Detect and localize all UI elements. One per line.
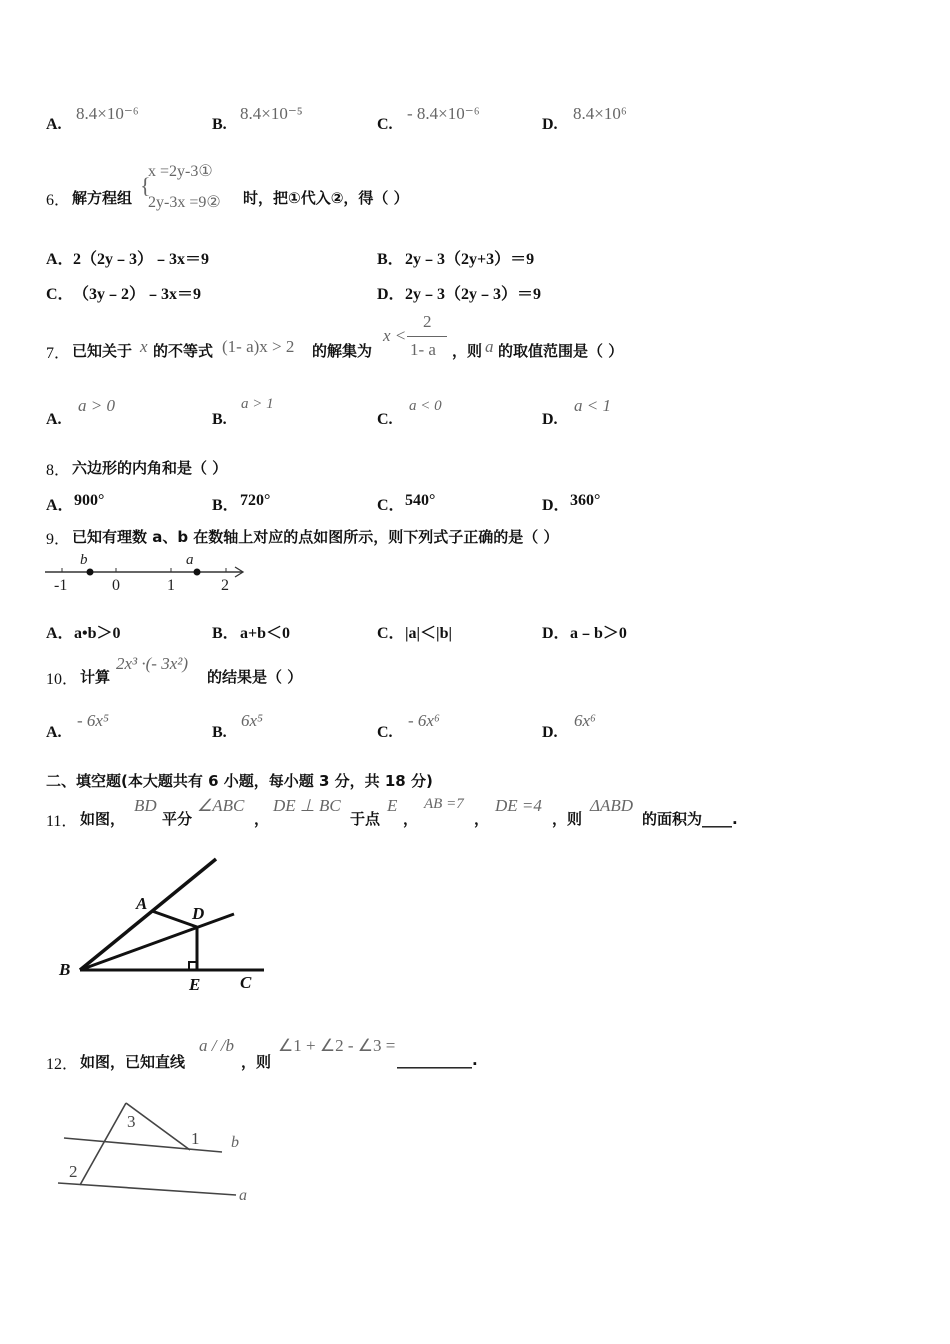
q10-option-a-value: - 6x⁵: [77, 711, 109, 730]
q7-solution-lhs: x <: [383, 326, 407, 345]
q7-text-1: 已知关于: [72, 342, 133, 360]
q9-option-c-label: C．: [377, 625, 405, 642]
point-a-label: a: [186, 552, 194, 568]
q6-option-b-label: B．: [377, 251, 404, 268]
q9-option-d-text: a﹣b＞0: [570, 625, 627, 642]
q10-option-d-label: D.: [542, 724, 558, 741]
q11-text-7: ，则: [552, 810, 583, 828]
q11-figure: [40, 850, 280, 1000]
q12-math-angles: ∠1 + ∠2 - ∠3 =: [278, 1036, 396, 1055]
q8-option-b-text: 720°: [240, 492, 271, 509]
q5-option-d-value: 8.4×10⁶: [573, 104, 627, 123]
q7-option-c-label: C.: [377, 411, 393, 428]
q11-label-a: A: [136, 894, 148, 913]
q11-math-ab: AB =7: [424, 796, 464, 812]
q6-eq2: 2y-3x =9②: [148, 194, 221, 211]
q12-label-1: 1: [191, 1129, 200, 1148]
line-a: [58, 1183, 236, 1195]
q12-math-a-parallel-b: a / /b: [199, 1036, 234, 1055]
q9-option-a-label: A．: [46, 625, 74, 642]
q11-label-d: D: [192, 904, 205, 923]
q6-option-d-label: D．: [377, 286, 405, 303]
q12-label-b: b: [231, 1134, 239, 1151]
q10-option-b-label: B.: [212, 724, 227, 741]
transversal-line: [80, 1103, 126, 1185]
tick-label-0: 0: [112, 577, 120, 594]
q10-option-d-value: 6x⁶: [574, 711, 596, 730]
q11-text-8: 的面积为____.: [642, 810, 738, 828]
q11-text-2: 平分: [162, 810, 193, 828]
q10-number: 10．: [46, 671, 79, 688]
q11-number: 11．: [46, 813, 78, 830]
q8-text: 六边形的内角和是（ ）: [72, 459, 228, 477]
q12-text-2: ，则: [241, 1053, 272, 1071]
q8-option-b-label: B．: [212, 497, 239, 514]
q10-option-c-value: - 6x⁶: [408, 711, 440, 730]
q11-label-c: C: [240, 973, 252, 992]
q6-option-b-text: 2y﹣3（2y+3）＝9: [405, 251, 535, 268]
q9-option-b-label: B．: [212, 625, 239, 642]
q6-option-a-text: 2（2y﹣3）﹣3x＝9: [73, 251, 210, 268]
q12-number: 12．: [46, 1056, 79, 1073]
q10-text-1: 计算: [80, 668, 111, 686]
q7-solution-numerator: 2: [423, 312, 432, 331]
q11-math-de-perp-bc: DE ⊥ BC: [273, 796, 341, 815]
q12-figure: [50, 1095, 270, 1210]
q6-option-d-text: 2y﹣3（2y﹣3）＝9: [405, 286, 542, 303]
q5-option-a-value: 8.4×10⁻⁶: [76, 104, 139, 123]
q9-option-b-text: a+b＜0: [240, 625, 291, 642]
q9-option-a-text: a•b＞0: [74, 625, 121, 642]
ray-bd: [80, 914, 234, 970]
q11-text-1: 如图，: [80, 810, 126, 828]
q12-blank: __________.: [397, 1051, 478, 1069]
q8-option-c-label: C．: [377, 497, 405, 514]
q11-math-triangle-abd: ΔABD: [590, 796, 634, 815]
q7-text-3: 的解集为: [312, 342, 373, 360]
q8-option-d-label: D．: [542, 497, 570, 514]
number-line-figure: [40, 548, 250, 594]
q7-option-d-value: a < 1: [574, 396, 611, 415]
q7-number: 7．: [46, 345, 71, 362]
q5-option-c-label: C.: [377, 116, 393, 133]
q11-label-e: E: [189, 975, 201, 994]
q10-text-2: 的结果是（ ）: [207, 668, 303, 686]
q9-number: 9．: [46, 531, 71, 548]
q11-label-b: B: [59, 960, 71, 979]
q8-option-d-text: 360°: [570, 492, 601, 509]
point-b-dot: [87, 569, 94, 576]
q12-label-a: a: [239, 1187, 247, 1204]
q8-number: 8．: [46, 462, 71, 479]
triangle-side: [126, 1103, 190, 1150]
q7-var-x: x: [140, 337, 148, 356]
q11-text-6: ，: [474, 810, 490, 828]
q10-option-a-label: A.: [46, 724, 62, 741]
q11-text-5: ，: [403, 810, 419, 828]
q7-text-5: 的取值范围是（ ）: [498, 342, 624, 360]
q7-option-c-value: a < 0: [409, 398, 442, 414]
q5-option-c-value: - 8.4×10⁻⁶: [407, 104, 480, 123]
tick-label-2: 2: [221, 577, 229, 594]
tick-label-minus1: -1: [54, 577, 68, 594]
q6-eq1: x =2y-3①: [148, 163, 213, 180]
q9-option-c-text: |a|＜|b|: [405, 625, 452, 642]
q7-option-a-label: A.: [46, 411, 62, 428]
q7-option-d-label: D.: [542, 411, 558, 428]
q12-label-2: 2: [69, 1162, 78, 1181]
q10-option-b-value: 6x⁵: [241, 711, 263, 730]
q7-option-b-value: a > 1: [241, 396, 274, 412]
q11-text-3: ，: [254, 810, 270, 828]
q6-suffix: 时，把①代入②，得（ ）: [243, 189, 409, 207]
q9-option-d-label: D．: [542, 625, 570, 642]
q7-var-a: a: [485, 337, 494, 356]
q6-prefix: 解方程组: [72, 189, 133, 207]
q8-option-c-text: 540°: [405, 492, 436, 509]
q11-math-bd: BD: [134, 796, 157, 815]
section-2-title: 二、填空题(本大题共有 6 小题，每小题 3 分，共 18 分): [46, 772, 433, 790]
q11-math-e: E: [387, 796, 398, 815]
q11-math-angle-abc: ∠ABC: [197, 796, 245, 815]
point-a-dot: [194, 569, 201, 576]
q10-expression: 2x³ ·(- 3x²): [116, 654, 189, 673]
segment-ad: [152, 911, 197, 927]
q7-option-a-value: a > 0: [78, 396, 115, 415]
q11-math-de: DE =4: [495, 796, 542, 815]
q6-brace: {: [140, 173, 151, 198]
q6-option-c-label: C．: [46, 286, 74, 303]
q6-option-a-label: A．: [46, 251, 74, 268]
point-b-label: b: [80, 552, 88, 568]
q5-option-b-value: 8.4×10⁻⁵: [240, 104, 303, 123]
q10-option-c-label: C.: [377, 724, 393, 741]
q5-option-d-label: D.: [542, 116, 558, 133]
q8-option-a-label: A．: [46, 497, 74, 514]
q6-number: 6．: [46, 192, 71, 209]
q9-text: 已知有理数 a、b 在数轴上对应的点如图所示，则下列式子正确的是（ ）: [72, 528, 559, 546]
q7-text-2: 的不等式: [153, 342, 214, 360]
q7-fraction-bar: [407, 336, 447, 337]
q12-text-1: 如图，已知直线: [80, 1053, 186, 1071]
tick-label-1: 1: [167, 577, 175, 594]
q5-option-b-label: B.: [212, 116, 227, 133]
q7-inequality: (1- a)x > 2: [222, 337, 295, 356]
q6-option-c-text: （3y﹣2）﹣3x＝9: [73, 286, 202, 303]
q5-option-a-label: A.: [46, 116, 62, 133]
q11-text-4: 于点: [350, 810, 381, 828]
q8-option-a-text: 900°: [74, 492, 105, 509]
q7-text-4: ，则: [452, 342, 483, 360]
q7-solution-denominator: 1- a: [410, 340, 436, 359]
q7-option-b-label: B.: [212, 411, 227, 428]
q12-label-3: 3: [127, 1112, 136, 1131]
